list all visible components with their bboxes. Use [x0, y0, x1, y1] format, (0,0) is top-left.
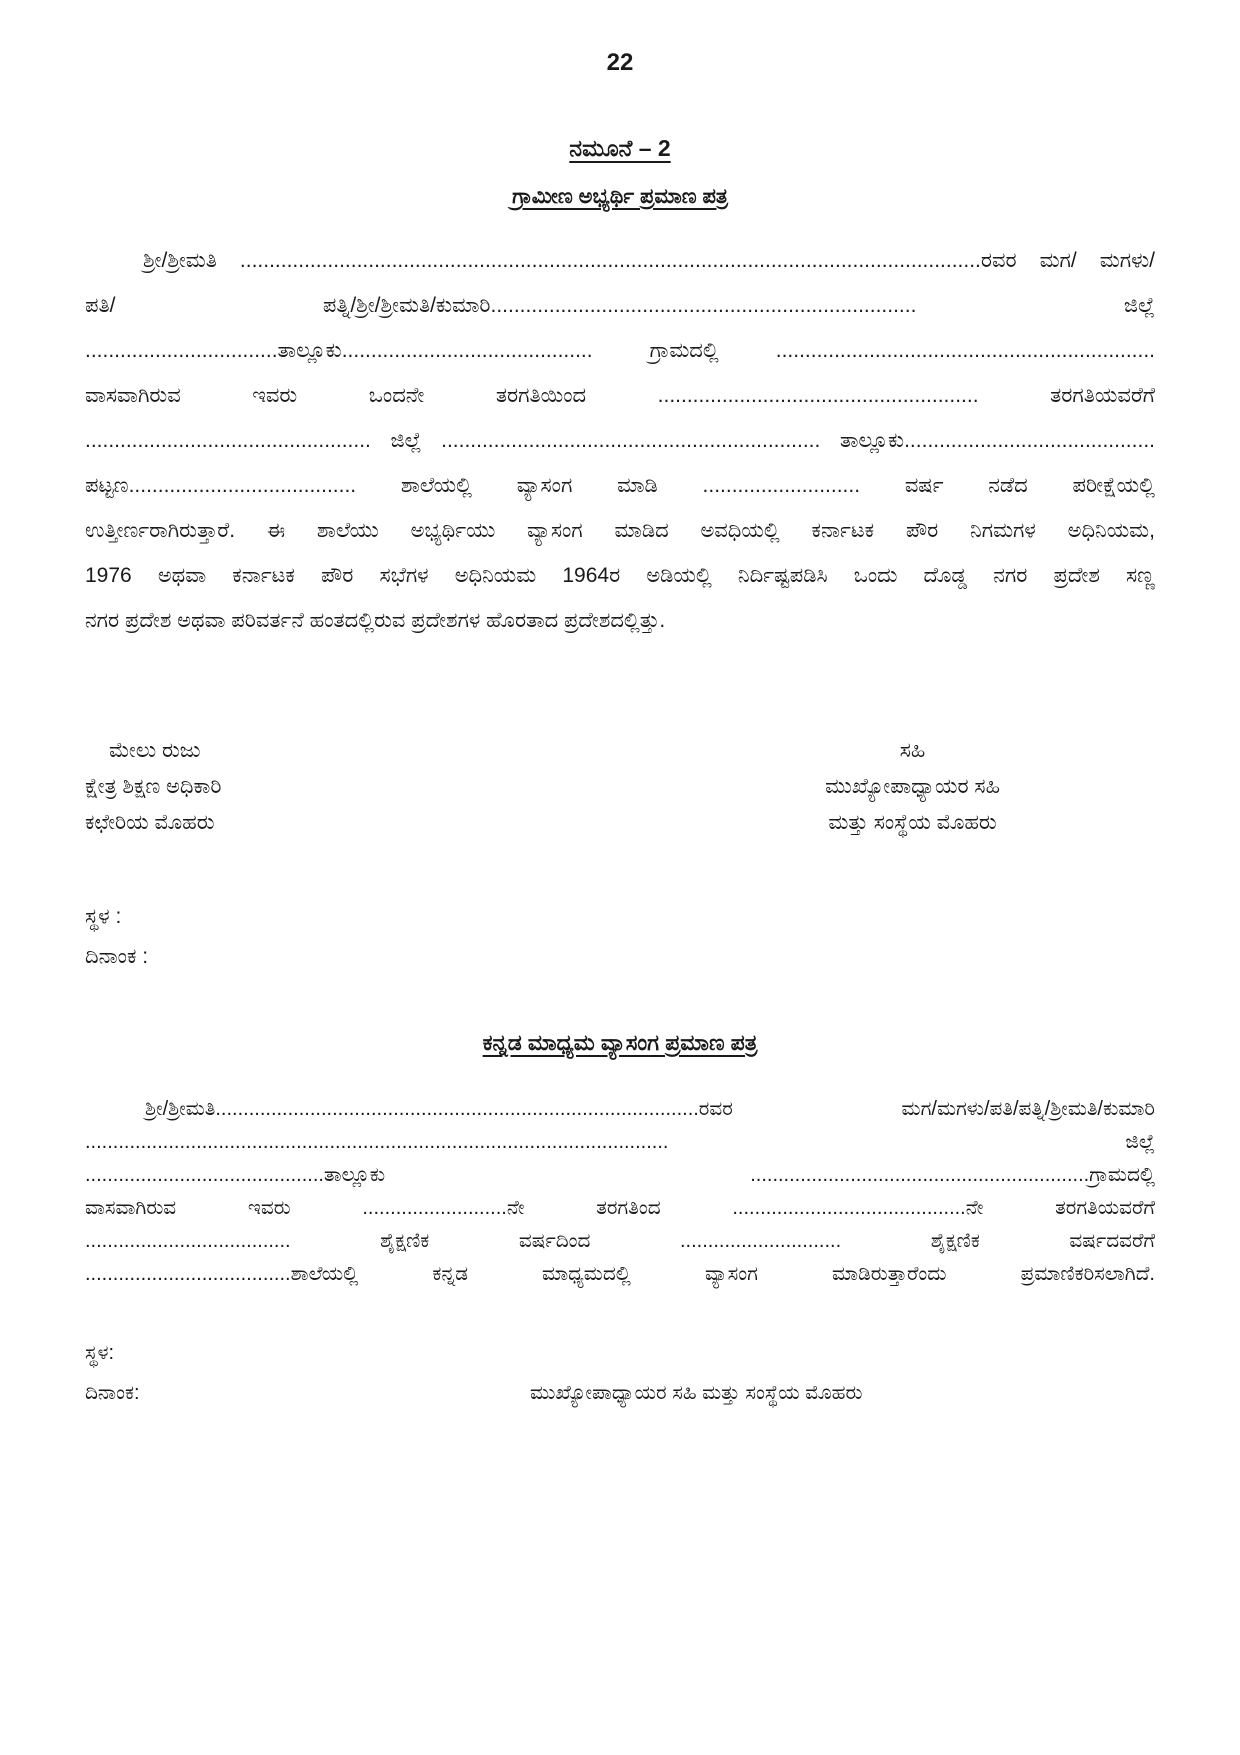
page-number: 22 [606, 49, 634, 76]
signature-label: ಸಹಿ [899, 739, 926, 762]
headmaster-sign-note: ಮುಖ್ಯೋಪಾಧ್ಯಾಯರ ಸಹಿ ಮತ್ತು ಸಂಸ್ಥೆಯ ಮೊಹರು [530, 1382, 863, 1404]
place-label: ಸ್ಥಳ: [85, 1342, 115, 1364]
form-line: ................................................. ಜಿಲ್ಲೆ ................................................................. ತಾಲ್ಲೂಕು........................................... [85, 429, 1155, 452]
attestor-designation: ಕ್ಷೇತ್ರ ಶಿಕ್ಷಣ ಅಧಿಕಾರಿ [85, 775, 222, 798]
form-line: ...........................................ತಾಲ್ಲೂಕು .............................................................ಗ್ರಾಮದಲ್ಲಿ [85, 1164, 1155, 1186]
form2-body [85, 1093, 1155, 1291]
place-label: ಸ್ಥಳ : [85, 905, 122, 928]
form-line: ಪತಿ/ ಪತ್ನಿ/ಶ್ರೀ/ಶ್ರೀಮತಿ/ಕುಮಾರಿ......................................................................... ಜಿಲ್ಲೆ [85, 294, 1155, 317]
form1-body [85, 238, 1155, 643]
headmaster-signature-label: ಮುಖ್ಯೋಪಾಧ್ಯಾಯರ ಸಹಿ [825, 775, 1000, 798]
date-label: ದಿನಾಂಕ : [85, 945, 149, 968]
date-row [85, 1373, 1155, 1413]
form-line: ಉತ್ತೀರ್ಣರಾಗಿರುತ್ತಾರೆ. ಈ ಶಾಲೆಯು ಅಭ್ಯರ್ಥಿಯು ವ್ಯಾಸಂಗ ಮಾಡಿದ ಅವಧಿಯಲ್ಲಿ ಕರ್ನಾಟಕ ಪೌರ ನಿಗಮಗಳ ಅಧಿನಿಯಮ, [85, 519, 1155, 542]
form-line: .....................................ಶಾಲೆಯಲ್ಲಿ ಕನ್ನಡ ಮಾಧ್ಯಮದಲ್ಲಿ ವ್ಯಾಸಂಗ ಮಾಡಿರುತ್ತಾರೆಂದು ಪ್ರಮಾಣಿಕರಿಸಲಾಗಿದೆ. [85, 1263, 1155, 1285]
attestor-office-seal: ಕಛೇರಿಯ ಮೊಹರು [85, 811, 215, 834]
form-line: ವಾಸವಾಗಿರುವ ಇವರು ಒಂದನೇ ತರಗತಿಯಿಂದ ....................................................... ತರಗತಿಯವರೆಗೆ [85, 384, 1155, 407]
form-line: ಶ್ರೀ/ಶ್ರೀಮತಿ ...............................................................................................................................ರವರ ಮಗ/ ಮಗಳು/ [143, 249, 1155, 272]
form2-title: ಕನ್ನಡ ಮಾಧ್ಯಮ ವ್ಯಾಸಂಗ ಪ್ರಮಾಣ ಪತ್ರ [482, 1030, 758, 1055]
attestor-signature-block [85, 733, 221, 841]
form-line: ಶ್ರೀ/ಶ್ರೀಮತಿ.......................................................................................ರವರ ಮಗ/ಮಗಳು/ಪತಿ/ಪತ್ನಿ/ಶ್ರೀಮತಿ/ಕುಮಾರಿ [145, 1098, 1155, 1120]
date-label: ದಿನಾಂಕ: [85, 1382, 140, 1404]
form1-title: ನಮೂನೆ – 2 [569, 135, 671, 161]
form-line: ವಾಸವಾಗಿರುವ ಇವರು ..........................ನೇ ತರಗತಿಂದ ..........................................ನೇ ತರಗತಿಯವರೆಗೆ [85, 1197, 1155, 1219]
form1-place-date [85, 897, 1155, 977]
form1-signature-block [85, 733, 1155, 841]
form-line: .................................ತಾಲ್ಲೂಕು........................................... ಗ್ರಾಮದಲ್ಲಿ ................................................................. [85, 339, 1155, 362]
place-row [85, 1333, 1155, 1373]
headmaster-signature-block [825, 733, 1000, 841]
institution-seal-label: ಮತ್ತು ಸಂಸ್ಥೆಯ ಮೊಹರು [828, 811, 997, 834]
attestor-sign-line: ಮೇಲು ರುಜು [109, 739, 201, 762]
form-line: ಪಟ್ಟಣ....................................... ಶಾಲೆಯಲ್ಲಿ ವ್ಯಾಸಂಗ ಮಾಡಿ ........................... ವರ್ಷ ನಡೆದ ಪರೀಕ್ಷೆಯಲ್ಲಿ [85, 474, 1155, 497]
form2-place-date [85, 1333, 1155, 1413]
form1-subtitle: ಗ್ರಾಮೀಣ ಅಭ್ಯರ್ಥಿ ಪ್ರಮಾಣ ಪತ್ರ [512, 185, 728, 208]
form-line: 1976 ಅಥವಾ ಕರ್ನಾಟಕ ಪೌರ ಸಭೆಗಳ ಅಧಿನಿಯಮ 1964ರ ಅಡಿಯಲ್ಲಿ ನಿರ್ದಿಷ್ಟಪಡಿಸಿ ಒಂದು ದೊಡ್ಡ ನಗರ ಪ್ರದೇಶ ಸಣ್ಣ [85, 564, 1155, 587]
form-line: ನಗರ ಪ್ರದೇಶ ಅಥವಾ ಪರಿವರ್ತನೆ ಹಂತದಲ್ಲಿರುವ ಪ್ರದೇಶಗಳ ಹೊರತಾದ ಪ್ರದೇಶದಲ್ಲಿತ್ತು. [85, 609, 666, 632]
form-line: ......................................................................................................... ಜಿಲ್ಲೆ [85, 1131, 1155, 1153]
form-line: ..................................... ಶೈಕ್ಷಣಿಕ ವರ್ಷದಿಂದ ............................. ಶೈಕ್ಷಣಿಕ ವರ್ಷದವರೆಗೆ [85, 1230, 1155, 1252]
